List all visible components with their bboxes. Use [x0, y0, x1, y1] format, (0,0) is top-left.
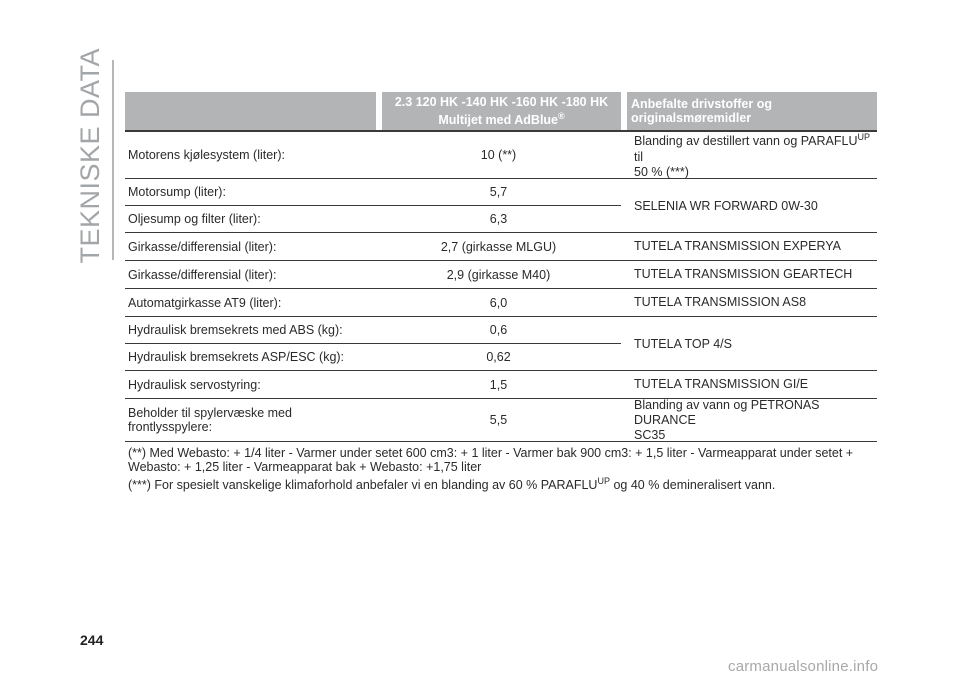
- row-spec: TUTELA TRANSMISSION AS8: [634, 295, 807, 309]
- row-value: 10 (**): [480, 148, 517, 162]
- row-label: Hydraulisk servostyring:: [128, 377, 261, 392]
- header-blank-cell: [125, 92, 376, 130]
- fluids-table: [125, 92, 877, 492]
- row-value: 2,7 (girkasse MLGU): [440, 239, 557, 254]
- row-value: 1,5: [489, 377, 508, 392]
- row-spec: Blanding av destillert vann og $PARAFLU^{UP}$ til 50 % (***): [634, 132, 871, 179]
- table-row: [125, 233, 877, 261]
- row-spec: TUTELA TRANSMISSION EXPERYA: [634, 239, 842, 253]
- table-row: [125, 261, 877, 289]
- table-header: [125, 92, 877, 130]
- row-value: 6,3: [489, 212, 508, 226]
- row-label: Beholder til spylervæske med frontlysspylere:: [128, 406, 292, 434]
- row-spec: SELENIA WR FORWARD 0W-30: [634, 198, 818, 213]
- section-divider: [112, 60, 114, 260]
- row-spec: TUTELA TOP 4/S: [634, 336, 732, 351]
- footnote-webasto: (**) Med Webasto: + 1/4 liter - Varmer under setet 600 cm3: + 1 liter - Varmer bak 900 cm3: + 1,5 liter - Varmeapparat under setet +: [128, 446, 854, 460]
- header-engine-line2: Multijet med AdBlue®: [438, 110, 565, 128]
- header-fluids-cell: [627, 92, 877, 130]
- footnote-climate: (***) For spesielt vanskelige klimaforhold anbefaler vi en blanding av 60 % $PARAFLU^{UP}$ og 40 % demineralisert vann.: [128, 476, 776, 493]
- table-row: [125, 371, 877, 399]
- section-title-text: TEKNISKE DATA: [74, 48, 105, 264]
- row-label: Oljesump og filter (liter):: [128, 212, 261, 226]
- registered-mark: ®: [558, 110, 565, 121]
- table-row: [125, 179, 621, 206]
- table-row: [125, 344, 621, 370]
- row-label: Girkasse/differensial (liter):: [128, 267, 277, 282]
- row-value: 2,9 (girkasse M40): [446, 267, 551, 282]
- footnote-webasto-cont: Webasto: + 1,25 liter - Varmeapparat bak + Webasto: +1,75 liter: [128, 460, 482, 474]
- table-row: [125, 132, 877, 179]
- row-label: Girkasse/differensial (liter):: [128, 239, 277, 254]
- header-fluids-line1: Anbefalte drivstoffer og: [631, 97, 772, 111]
- header-engine-cell: [382, 92, 621, 130]
- row-spec: TUTELA TRANSMISSION GI/E: [634, 377, 809, 391]
- row-value: 5,5: [489, 413, 508, 427]
- footnotes: [125, 446, 888, 492]
- row-value: 6,0: [489, 295, 508, 310]
- row-label: Motorens kjølesystem (liter):: [128, 148, 285, 162]
- row-spec: TUTELA TRANSMISSION GEARTECH: [634, 267, 853, 281]
- table-row-group: [125, 179, 877, 233]
- table-row: [125, 317, 621, 344]
- row-label: Hydraulisk bremsekrets med ABS (kg):: [128, 323, 343, 337]
- row-label: Hydraulisk bremsekrets ASP/ESC (kg):: [128, 350, 345, 364]
- header-engine-line1: 2.3 120 HK -140 HK -160 HK -180 HK: [394, 94, 609, 109]
- row-value: 0,62: [486, 350, 511, 364]
- row-value: 0,6: [489, 323, 508, 337]
- table-row-group: [125, 317, 877, 371]
- row-label: Motorsump (liter):: [128, 185, 226, 199]
- row-value: 5,7: [489, 185, 508, 199]
- watermark: carmanualsonline.info: [728, 658, 879, 675]
- table-row: [125, 289, 877, 317]
- section-title: [72, 48, 108, 264]
- row-spec: Blanding av vann og PETRONAS DURANCE SC35: [634, 397, 820, 442]
- table-row: [125, 206, 621, 232]
- page-number: 244: [80, 632, 104, 648]
- table-row: [125, 399, 877, 442]
- header-fluids-line2: originalsmøremidler: [631, 111, 752, 125]
- row-label: Automatgirkasse AT9 (liter):: [128, 295, 282, 310]
